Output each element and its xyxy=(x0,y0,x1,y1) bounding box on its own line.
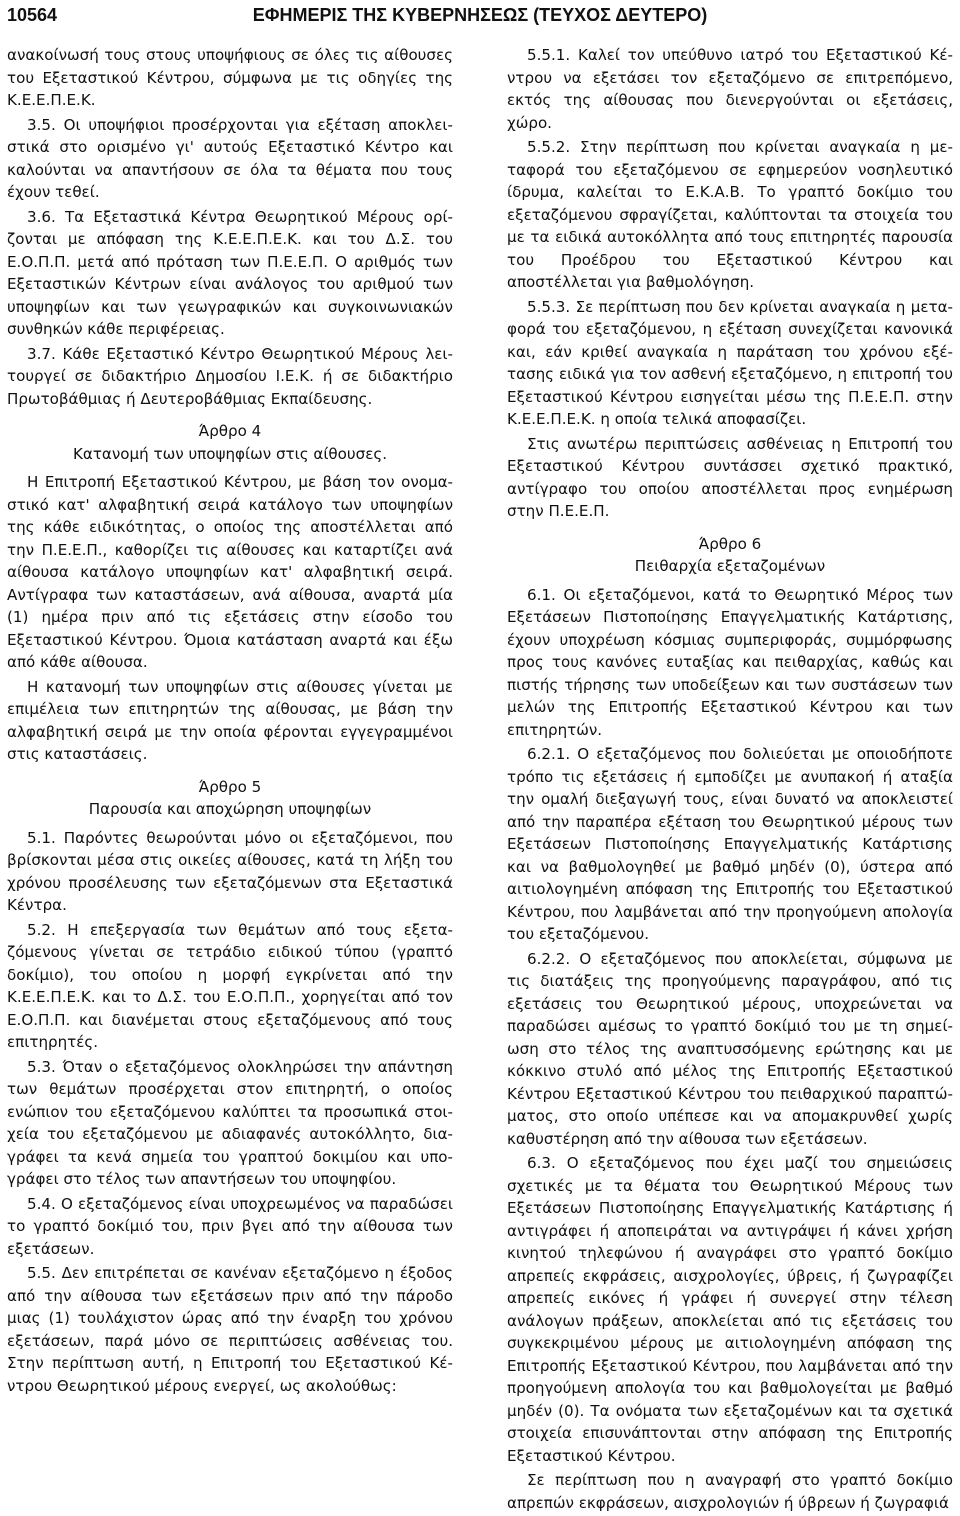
article-6-title: Άρθρο 6 xyxy=(698,534,762,553)
paragraph: 6.1. Οι εξεταζόμενοι, κατά το Θεωρητικό Μέρος των Εξετάσεων Πιστοποίησης Επαγγελματικής Κατάρτισης, έχουν υποχρέωση κόσμιας συμπεριφοράς, συμμόρφωσης προς τους κανόνες ευταξίας και πειθαρχίας, καθώς και πιστής τήρησης των υποδείξεων και των συστάσεων των μελών της Επιτροπής Εξεταστικού Κέντρου και των επιτηρητών. xyxy=(507,585,953,739)
paragraph: 5.5.1. Καλεί τον υπεύθυνο ιατρό του Εξεταστικού Κέντρου να εξετάσει τον εξεταζόμενο σε επιτρεπόμενο, εκτός της αίθουσας που διενεργούνται οι εξετάσεις, χώρο. xyxy=(507,46,953,132)
paragraph: 3.6. Τα Εξεταστικά Κέντρα Θεωρητικού Μέρους ορίζονται με απόφαση της Κ.Ε.Ε.Π.Ε.Κ. και του Δ.Σ. του Ε.Ο.Π.Π. μετά από πρόταση των Π.Ε.Ε.Π. Ο αριθμός των Εξεταστικών Κέντρων είναι ανάλογος του αριθμού των υποψηφίων και των γεωγραφικών και συγκοινωνιακών συνθηκών κάθε περιφέρειας. xyxy=(7,207,453,338)
article-6-subtitle: Πειθαρχία εξεταζομένων xyxy=(634,557,826,575)
paragraph: 5.5. Δεν επιτρέπεται σε κανέναν εξεταζόμενο η έξοδος από την αίθουσα των εξετάσεων πριν από την πάροδο μιας (1) τουλάχιστον ώρας από την έναρξη του χρόνου εξετάσεων, παρά μόνο σε περιπτώσεις ασθένειας του. Στην περίπτωση αυτή, η Επιτροπή του Εξεταστικού Κέντρου Θεωρητικού μέρους ενεργεί, ως ακολούθως: xyxy=(7,1264,453,1395)
page-number: 10564 xyxy=(7,5,58,25)
paragraph: 6.3. Ο εξεταζόμενος που έχει μαζί του σημειώσεις σχετικές με τα θέματα του Θεωρητικού Μέρους των Εξετάσεων Πιστοποίησης Επαγγελματικής Κατάρτισης ή αντιγράφει ή αποπειράται να αντιγράψει ή κάνει χρήση κινητού τηλεφώνου ή αναγράφει στο γραπτό δοκίμιο απρεπείς εκφράσεις, αισχρολογίες, ύβρεις, ή ζωγραφίζει απρεπείς εικόνες ή γράφει ή συνεργεί στην τέλεση ανάλογων πράξεων, αποκλείεται από τις εξετάσεις του συγκεκριμένου μέρους με αιτιολογημένη απόφαση της Επιτροπής Εξεταστικού Κέντρου, που λαμβάνεται από την προηγούμενη απολογία του και βαθμολογείται με βαθμό μηδέν (0). Τα ονόματα των εξεταζομένων και τα σχετικά στοιχεία επισυνάπτονται στην απόφαση της Επιτροπής Εξεταστικού Κέντρου. xyxy=(507,1154,953,1465)
gazette-title: ΕΦΗΜΕΡΙΣ ΤΗΣ ΚΥΒΕΡΝΗΣΕΩΣ (ΤΕΥΧΟΣ ΔΕΥΤΕΡΟ) xyxy=(252,5,708,25)
paragraph: ανακοίνωσή τους στους υποψήφιους σε όλες τις αίθουσες του Εξεταστικού Κέντρου, σύμφωνα με τις οδηγίες της Κ.Ε.Ε.Π.Ε.Κ. xyxy=(7,46,453,109)
paragraph: 5.4. Ο εξεταζόμενος είναι υποχρεωμένος να παραδώσει το γραπτό δοκίμιό του, πριν βγει από την αίθουσα των εξετάσεων. xyxy=(7,1194,453,1258)
paragraph: 6.2.2. Ο εξεταζόμενος που αποκλείεται, σύμφωνα με τις διατάξεις της προηγούμενης παραγράφου, από τις εξετάσεις του Θεωρητικού μέρους, υποχρεώνεται να παραδώσει αμέσως το γραπτό δοκίμιό του με τη σημείωση στο τέλος της αναπτυσσόμενης ερώτησης και με κόκκινο στυλό από μέλος της Επιτροπής Εξεταστικού Κέντρου Εξεταστικού Κέντρου του πειθαρχικού παραπτώματος, στο οποίο υπέπεσε και να απομακρυνθεί χωρίς καθυστέρηση από την αίθουσα των εξετάσεων. xyxy=(507,949,953,1148)
article-5-title: Άρθρο 5 xyxy=(198,777,262,796)
article-4-subtitle: Κατανομή των υποψηφίων στις αίθουσες. xyxy=(72,444,388,463)
left-column xyxy=(7,44,453,1399)
paragraph: 5.1. Παρόντες θεωρούνται μόνο οι εξεταζόμενοι, που βρίσκονται μέσα στις οικείες αίθουσες, κατά τη λήξη του χρόνου προσέλευσης των εξεταζόμενων στα Εξεταστικά Κέντρα. xyxy=(7,828,453,914)
paragraph: 5.3. Όταν ο εξεταζόμενος ολοκληρώσει την απάντηση των θεμάτων προσέρχεται στον επιτηρητή, ο οποίος ενώπιον του εξεταζόμενου καλύπτει τα προσωπικά στοιχεία του εξεταζόμενου με αδιαφανές αυτοκόλλητο, διαγράφει τα κενά σημεία του γραπτού δοκιμίου και υπογράφει στο τέλος των απαντήσεων του υποψηφίου. xyxy=(7,1057,453,1188)
paragraph: 5.5.2. Στην περίπτωση που κρίνεται αναγκαία η μεταφορά του εξεταζόμενου σε εφημερεύον νοσηλευτικό ίδρυμα, καλείται το Ε.Κ.Α.Β. Το γραπτό δοκίμιο του εξεταζόμενου σφραγίζεται, καλύπτονται τα στοιχεία του με τα ειδικά αυτοκόλλητα από τους επιτηρητές παρουσία του Προέδρου του Εξεταστικού Κέντρου και αποστέλλεται για βαθμολόγηση. xyxy=(507,138,953,291)
article-5-subtitle: Παρουσία και αποχώρηση υποψηφίων xyxy=(88,800,372,818)
article-4-title: Άρθρο 4 xyxy=(198,422,262,440)
paragraph: Σε περίπτωση που η αναγραφή στο γραπτό δοκίμιο απρεπών εκφράσεων, αισχρολογιών ή ύβρεων ή ζωγραφιά xyxy=(507,1471,953,1512)
paragraph: 6.2.1. Ο εξεταζόμενος που δολιεύεται με οποιοδήποτε τρόπο τις εξετάσεις ή εμποδίζει με ανυπακοή ή αταξία την ομαλή διεξαγωγή τους, είναι δυνατό να αποκλειστεί από την παραπέρα εξέταση του Θεωρητικού μέρους των Εξετάσεων Πιστοποίησης Επαγγελματικής Κατάρτισης και να βαθμολογηθεί με βαθμό μηδέν (0), ύστερα από αιτιολογημένη απόφαση της Επιτροπής του Εξεταστικού Κέντρου, που λαμβάνεται από την προηγούμενη απολογία του εξεταζόμενου. xyxy=(507,745,953,943)
right-column xyxy=(507,44,953,1516)
gazette-header xyxy=(0,0,960,38)
paragraph: 3.7. Κάθε Εξεταστικό Κέντρο Θεωρητικού Μέρους λειτουργεί σε διδακτήριο Δημοσίου Ι.Ε.Κ. ή σε διδακτήριο Πρωτοβάθμιας ή Δευτεροβάθμιας Εκπαίδευσης. xyxy=(7,344,453,408)
paragraph: Η κατανομή των υποψηφίων στις αίθουσες γίνεται με επιμέλεια των επιτηρητών της αίθουσας, με βάση την αλφαβητική σειρά με την οποία φέρονται εγγεγραμμένοι στις καταστάσεις. xyxy=(7,677,453,763)
paragraph: 5.2. Η επεξεργασία των θεμάτων από τους εξεταζόμενους γίνεται σε τετράδιο ειδικού τύπου (γραπτό δοκίμιο), του οποίου η μορφή εγκρίνεται από την Κ.Ε.Ε.Π.Ε.Κ. και το Δ.Σ. του Ε.Ο.Π.Π., χορηγείται από τον Ε.Ο.Π.Π. και διανέμεται στους εξεταζόμενους από τους επιτηρητές. xyxy=(7,920,453,1051)
paragraph: 5.5.3. Σε περίπτωση που δεν κρίνεται αναγκαία η μεταφορά του εξεταζόμενου, η εξέταση συνεχίζεται κανονικά και, εάν κριθεί αναγκαία η παράταση του χρόνου εξέτασης ειδικά για τον ασθενή εξεταζόμενο, η επιτροπή του Εξεταστικού Κέντρου εισηγείται μέσω της Π.Ε.Ε.Π. στην Κ.Ε.Ε.Π.Ε.Κ. η οποία τελικά αποφασίζει. xyxy=(507,297,953,428)
paragraph: Στις ανωτέρω περιπτώσεις ασθένειας η Επιτροπή του Εξεταστικού Κέντρου συντάσσει σχετικό πρακτικό, αντίγραφο του οποίου αποστέλλεται προς ενημέρωση στην Π.Ε.Ε.Π. xyxy=(507,434,953,520)
paragraph: 3.5. Οι υποψήφιοι προσέρχονται για εξέταση αποκλειστικά στο ορισμένο γι' αυτούς Εξεταστικό Κέντρο και καλούνται να απαντήσουν σε όλα τα θέματα που τους έχουν τεθεί. xyxy=(7,115,453,201)
paragraph: Η Επιτροπή Εξεταστικού Κέντρου, με βάση τον ονομαστικό κατ' αλφαβητική σειρά κατάλογο των υποψηφίων της κάθε ειδικότητας, ο οποίος της αποστέλλεται από την Π.Ε.Ε.Π., καθορίζει τις αίθουσες και καταρτίζει ανά αίθουσα κατάλογο υποψηφίων κατ' αλφαβητική σειρά. Αντίγραφα των καταστάσεων, ανά αίθουσα, αναρτά μία (1) ημέρα πριν από τις εξετάσεις στην είσοδο του Εξεταστικού Κέντρου. Όμοια κατάσταση αναρτά και έξω από κάθε αίθουσα. xyxy=(7,473,453,671)
